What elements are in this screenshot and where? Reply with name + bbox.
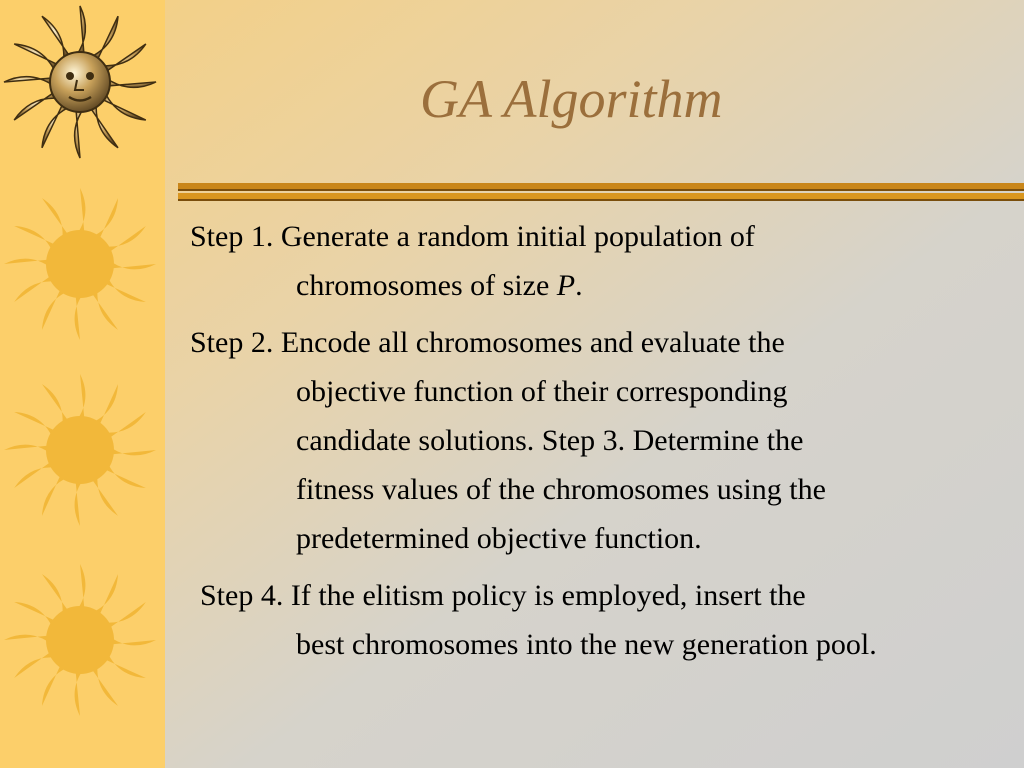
step-4-line: best chromosomes into the new generation pool. [296,628,877,661]
step-4-line: Step 4. If the elitism policy is employed, insert the [200,579,806,612]
step-1 [190,212,755,310]
step-1-text: chromosomes of size [296,269,557,302]
population-size-variable: P [556,269,576,302]
metallic-sun-face-icon [0,2,160,162]
step-2-line: candidate solutions. Step 3. Determine the [296,424,804,457]
title-underline-rule [178,180,1024,204]
sun-icon [0,370,160,530]
step-2-line: predetermined objective function. [296,522,702,555]
decorative-sidebar [0,0,165,768]
step-1-period: . [575,269,583,302]
step-2-line: objective function of their corresponding [296,375,788,408]
slide-title: GA Algorithm [420,69,723,129]
step-4 [200,571,877,669]
step-1-line [190,261,755,310]
sun-icon [0,184,160,344]
step-2-line: Step 2. Encode all chromosomes and evaluate the [190,326,785,359]
step-2 [190,318,826,563]
step-1-line: Step 1. Generate a random initial population of [190,220,755,253]
sun-icon [0,560,160,720]
step-2-line: fitness values of the chromosomes using the [296,473,826,506]
